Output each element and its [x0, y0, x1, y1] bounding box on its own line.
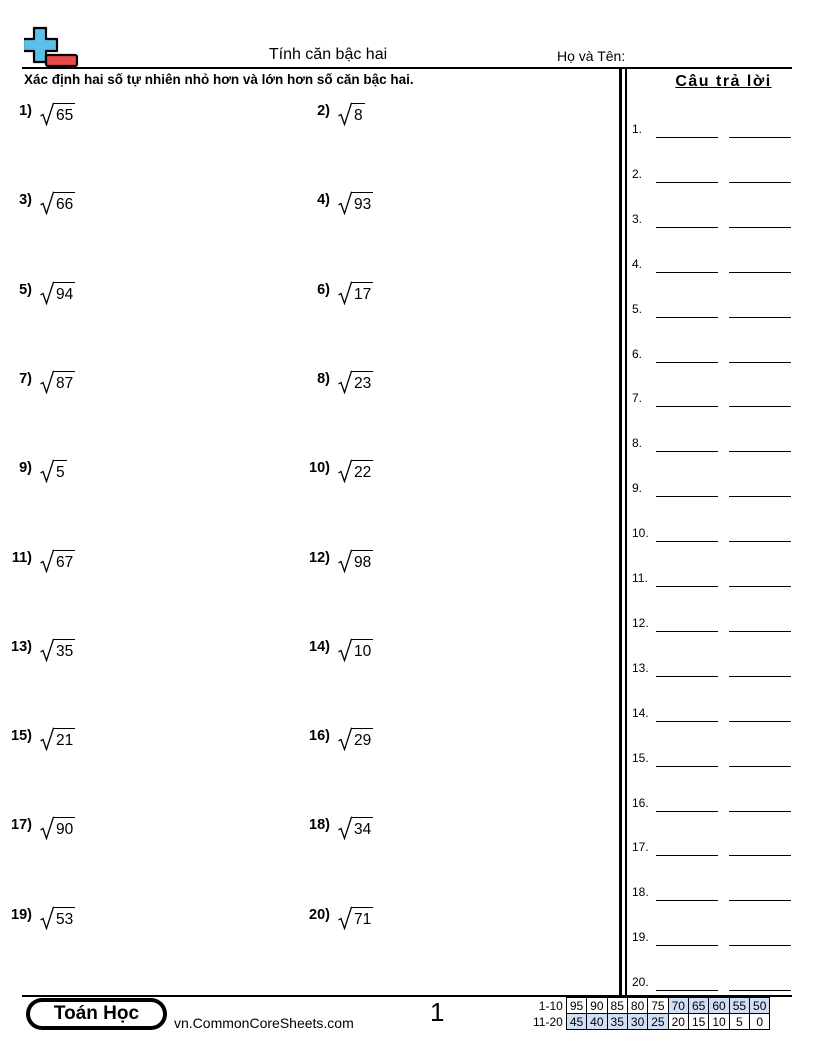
problem-number: 12): [309, 549, 330, 566]
answer-row: [632, 212, 794, 228]
answer-number: 2.: [632, 166, 643, 181]
square-root: [338, 189, 373, 215]
radicand: 8: [352, 103, 365, 126]
answer-blank-upper[interactable]: [729, 317, 791, 318]
radical-sign-icon: [40, 102, 54, 126]
radical-sign-icon: [40, 459, 54, 483]
answer-row: [632, 975, 794, 991]
score-cell: 0: [750, 1014, 770, 1030]
radical-sign-icon: [40, 370, 54, 394]
square-root: [40, 814, 75, 840]
answer-blank-upper[interactable]: [729, 362, 791, 363]
problem-number: 8): [317, 370, 330, 387]
problem-item: [0, 100, 75, 126]
score-table: [530, 997, 770, 1030]
answer-blank-lower[interactable]: [656, 496, 718, 497]
radical-sign-icon: [338, 906, 352, 930]
score-cell: 50: [750, 998, 770, 1014]
answer-blank-lower[interactable]: [656, 811, 718, 812]
answer-number: 13.: [632, 660, 649, 675]
answer-row: [632, 796, 794, 812]
answer-row: [632, 661, 794, 677]
answer-row: [632, 481, 794, 497]
radical-sign-icon: [338, 370, 352, 394]
problem-number: 11): [11, 549, 32, 566]
answer-column-divider: [619, 67, 627, 996]
problem-number: 14): [309, 638, 330, 655]
problem-item: [0, 279, 75, 305]
answer-row: [632, 526, 794, 542]
score-cell: 95: [566, 998, 586, 1014]
problem-item: [298, 636, 373, 662]
radical-sign-icon: [40, 727, 54, 751]
problem-item: [0, 189, 75, 215]
problem-number: 2): [317, 103, 330, 119]
answer-row: [632, 706, 794, 722]
score-row-label: 11-20: [533, 1014, 563, 1029]
score-cell: 75: [648, 998, 668, 1014]
answer-blank-lower[interactable]: [656, 451, 718, 452]
problem-item: [0, 547, 75, 573]
answer-blank-lower[interactable]: [656, 317, 718, 318]
radicand: 67: [54, 550, 75, 573]
square-root: [40, 368, 75, 394]
instructions: Xác định hai số tự nhiên nhỏ hơn và lớn hơn số căn bậc hai.: [24, 72, 414, 87]
square-root: [338, 725, 373, 751]
answer-blank-upper[interactable]: [729, 137, 791, 138]
problem-item: [298, 725, 373, 751]
answer-blank-upper[interactable]: [729, 945, 791, 946]
problem-item: [298, 279, 373, 305]
square-root: [40, 457, 67, 483]
radical-sign-icon: [338, 727, 352, 751]
radicand: 66: [54, 192, 75, 215]
answer-number: 5.: [632, 301, 643, 316]
answer-number: 14.: [632, 705, 649, 720]
answer-blank-lower[interactable]: [656, 676, 718, 677]
problem-item: [298, 457, 373, 483]
problem-number: 13): [11, 638, 32, 655]
answer-number: 3.: [632, 211, 643, 226]
answer-blank-upper[interactable]: [729, 272, 791, 273]
problem-number: 19): [11, 906, 32, 923]
answer-number: 12.: [632, 615, 649, 630]
square-root: [338, 100, 365, 126]
worksheet-title: Tính căn bậc hai: [268, 46, 388, 63]
site-url: vn.CommonCoreSheets.com: [174, 1015, 354, 1031]
answer-number: 10.: [632, 526, 649, 541]
answer-blank-lower[interactable]: [656, 631, 718, 632]
answer-number: 11.: [632, 571, 648, 585]
answer-number: 19.: [632, 930, 649, 945]
radical-sign-icon: [40, 281, 54, 305]
answer-number: 15.: [632, 750, 649, 765]
score-cell: 20: [668, 1014, 688, 1030]
radical-sign-icon: [338, 281, 352, 305]
answer-blank-lower[interactable]: [656, 362, 718, 363]
answer-row: [632, 167, 794, 183]
answer-row: [632, 347, 794, 363]
answer-row: [632, 840, 794, 856]
answer-blank-lower[interactable]: [656, 406, 718, 407]
square-root: [338, 814, 373, 840]
score-row: [530, 998, 770, 1014]
answer-blank-upper[interactable]: [729, 631, 791, 632]
problem-item: [0, 725, 75, 751]
problem-number: 4): [317, 192, 330, 209]
answer-blank-lower[interactable]: [656, 855, 718, 856]
answer-blank-upper[interactable]: [729, 811, 791, 812]
plus-minus-logo-icon: [24, 26, 80, 68]
score-cell: 45: [566, 1014, 586, 1030]
answer-blank-upper[interactable]: [729, 227, 791, 228]
radicand: 71: [352, 907, 373, 930]
radicand: 98: [352, 550, 373, 573]
radical-sign-icon: [40, 638, 54, 662]
score-cell: 5: [729, 1014, 749, 1030]
radicand: 65: [54, 103, 75, 126]
problem-item: [0, 814, 75, 840]
answer-row: [632, 302, 794, 318]
answer-blank-upper[interactable]: [729, 182, 791, 183]
square-root: [40, 904, 75, 930]
answer-blank-upper[interactable]: [729, 900, 791, 901]
score-cell: 90: [587, 998, 607, 1014]
answer-number: 9.: [632, 481, 643, 496]
problem-number: 15): [11, 728, 32, 745]
score-cell: 65: [688, 998, 708, 1014]
answer-number: 20.: [632, 975, 649, 990]
answer-blank-upper[interactable]: [729, 721, 791, 722]
answer-number: 4.: [632, 256, 643, 271]
answer-row: [632, 122, 794, 138]
radical-sign-icon: [338, 191, 352, 215]
radicand: 23: [352, 371, 373, 394]
score-cell: 70: [668, 998, 688, 1014]
square-root: [338, 457, 373, 483]
answer-number: 18.: [632, 885, 649, 900]
radicand: 10: [352, 639, 373, 662]
problem-item: [298, 904, 373, 930]
answer-blank-upper[interactable]: [729, 541, 791, 542]
score-row-label: 1-10: [538, 998, 563, 1013]
radicand: 87: [54, 371, 75, 394]
square-root: [40, 547, 75, 573]
answers-title: Câu trả lời: [675, 73, 772, 90]
answer-row: [632, 751, 794, 767]
radical-sign-icon: [40, 549, 54, 573]
problem-number: 9): [19, 460, 32, 477]
problem-number: 17): [11, 817, 32, 834]
problem-item: [298, 100, 365, 126]
score-cell: 10: [709, 1014, 729, 1030]
radical-sign-icon: [338, 816, 352, 840]
answer-blank-lower[interactable]: [656, 766, 718, 767]
answer-number: 6.: [632, 346, 643, 361]
square-root: [338, 547, 373, 573]
answer-blank-upper[interactable]: [729, 586, 791, 587]
score-cell: 25: [648, 1014, 668, 1030]
problem-item: [298, 547, 373, 573]
score-cell: 40: [587, 1014, 607, 1030]
problem-number: 6): [317, 281, 330, 298]
radicand: 35: [54, 639, 75, 662]
radical-sign-icon: [338, 102, 352, 126]
radicand: 22: [352, 460, 373, 483]
square-root: [338, 904, 373, 930]
radical-sign-icon: [40, 816, 54, 840]
answer-blank-lower[interactable]: [656, 900, 718, 901]
problem-item: [298, 368, 373, 394]
answer-blank-upper[interactable]: [729, 990, 791, 991]
answer-blank-upper[interactable]: [729, 451, 791, 452]
problem-item: [298, 814, 373, 840]
score-row: [530, 1014, 770, 1030]
answer-blank-lower[interactable]: [656, 945, 718, 946]
answer-blank-lower[interactable]: [656, 586, 718, 587]
answer-row: [632, 436, 794, 452]
name-field-label: Họ và Tên:: [557, 48, 626, 64]
answer-number: 1.: [632, 122, 643, 136]
square-root: [338, 368, 373, 394]
answer-row: [632, 391, 794, 407]
answer-blank-upper[interactable]: [729, 766, 791, 767]
answer-blank-lower[interactable]: [656, 990, 718, 991]
answer-blank-lower[interactable]: [656, 272, 718, 273]
brand-label: Toán Học: [30, 1002, 163, 1026]
problem-number: 5): [19, 281, 32, 298]
score-cell: 30: [627, 1014, 647, 1030]
score-cell: 35: [607, 1014, 627, 1030]
square-root: [40, 100, 75, 126]
answer-number: 17.: [632, 840, 649, 855]
radical-sign-icon: [40, 906, 54, 930]
problem-item: [0, 904, 75, 930]
square-root: [40, 725, 75, 751]
problem-number: 3): [19, 192, 32, 209]
radicand: 34: [352, 817, 373, 840]
score-cell: 15: [688, 1014, 708, 1030]
answer-blank-lower[interactable]: [656, 182, 718, 183]
square-root: [40, 279, 75, 305]
answer-number: 16.: [632, 795, 649, 810]
answer-blank-lower[interactable]: [656, 137, 718, 138]
problem-number: 7): [19, 370, 32, 387]
radicand: 53: [54, 907, 75, 930]
answer-blank-upper[interactable]: [729, 496, 791, 497]
answer-number: 7.: [632, 391, 643, 406]
answer-row: [632, 885, 794, 901]
square-root: [338, 279, 373, 305]
square-root: [40, 636, 75, 662]
answer-blank-upper[interactable]: [729, 406, 791, 407]
square-root: [40, 189, 75, 215]
answer-row: [632, 930, 794, 946]
header-rule: [22, 67, 792, 69]
problem-number: 16): [309, 728, 330, 745]
answer-number: 8.: [632, 436, 643, 451]
score-cell: 60: [709, 998, 729, 1014]
answer-row: [632, 257, 794, 273]
page-number: 1: [430, 997, 445, 1027]
score-cell: 85: [607, 998, 627, 1014]
radicand: 29: [352, 728, 373, 751]
answer-blank-lower[interactable]: [656, 227, 718, 228]
radicand: 17: [352, 282, 373, 305]
problem-item: [0, 457, 67, 483]
radical-sign-icon: [338, 459, 352, 483]
answer-blank-upper[interactable]: [729, 855, 791, 856]
radical-sign-icon: [338, 549, 352, 573]
radicand: 94: [54, 282, 75, 305]
problem-item: [298, 189, 373, 215]
problem-number: 1): [19, 103, 32, 119]
problem-number: 10): [309, 460, 330, 477]
answer-row: [632, 571, 794, 587]
radical-sign-icon: [338, 638, 352, 662]
answer-row: [632, 616, 794, 632]
radical-sign-icon: [40, 191, 54, 215]
problem-item: [0, 636, 75, 662]
answer-blank-lower[interactable]: [656, 721, 718, 722]
answer-blank-upper[interactable]: [729, 676, 791, 677]
score-cell: 80: [627, 998, 647, 1014]
radicand: 90: [54, 817, 75, 840]
answer-blank-lower[interactable]: [656, 541, 718, 542]
radicand: 21: [54, 728, 75, 751]
radicand: 5: [54, 460, 67, 483]
square-root: [338, 636, 373, 662]
problem-number: 18): [309, 817, 330, 834]
problem-item: [0, 368, 75, 394]
brand-badge: [26, 998, 167, 1030]
problem-number: 20): [309, 906, 330, 923]
score-cell: 55: [729, 998, 749, 1014]
radicand: 93: [352, 192, 373, 215]
